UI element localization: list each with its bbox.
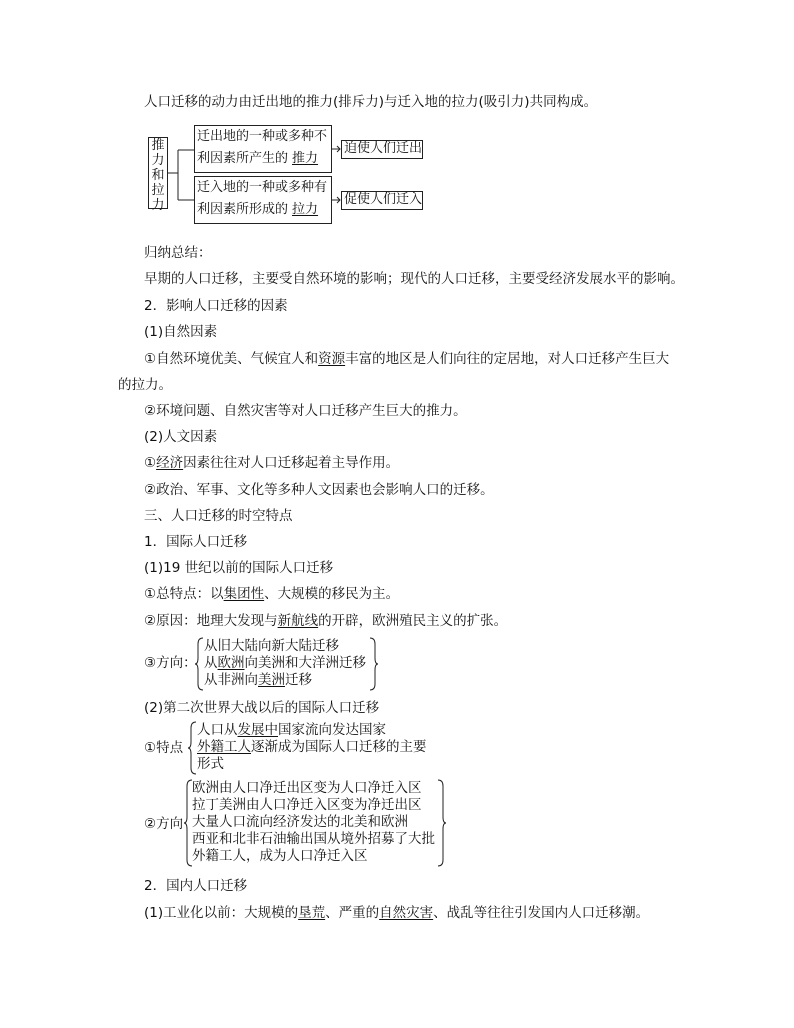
- postwar-dir-label: ②方向: [144, 816, 184, 832]
- intro-text: 人口迁移的动力由迁出地的推力(排斥力)与迁入地的拉力(吸引力)共同构成。: [144, 94, 598, 110]
- push-term: 推力: [292, 151, 319, 166]
- diagram-left-label: 推 力 和 拉 力: [151, 138, 165, 213]
- pre19-dir-label: ③方向：: [144, 655, 197, 671]
- postwar-feat-line: 外籍工人逐渐成为国际人口迁移的主要: [197, 739, 427, 755]
- summary-title: 归纳总结：: [144, 245, 212, 261]
- s2-heading: 2．影响人口迁移的因素: [144, 298, 288, 314]
- human-p2: ②政治、军事、文化等多种人文因素也会影响人口的迁移。: [144, 482, 494, 498]
- right-brace: [370, 638, 380, 690]
- natural-heading: (1)自然因素: [144, 324, 218, 340]
- natural-p2: ②环境问题、自然灾害等对人口迁移产生巨大的推力。: [144, 403, 467, 419]
- postwar-feat-label: ①特点: [144, 740, 184, 756]
- postwar-dir-line: 欧洲由人口净迁出区变为人口净迁入区: [192, 780, 422, 796]
- postwar-heading: (2)第二次世界大战以后的国际人口迁移: [144, 700, 380, 716]
- pull-result: 促使人们迁入: [344, 192, 423, 207]
- domestic-p1: (1)工业化以前：大规模的垦荒、严重的自然灾害、战乱等往往引发国内人口迁移潮。: [144, 905, 650, 921]
- pre19-dir-item: 从欧洲向美洲和大洋洲迁移: [204, 655, 366, 671]
- natural-p1: ①自然环境优美、气候宜人和资源丰富的地区是人们向往的定居地，对人口迁移产生巨大: [144, 351, 670, 367]
- intl-heading: 1．国际人口迁移: [144, 534, 248, 550]
- human-heading: (2)人文因素: [144, 429, 218, 445]
- pull-line1: 迁入地的一种或多种有: [197, 180, 328, 195]
- human-p1: ①经济因素往往对人口迁移起着主导作用。: [144, 455, 400, 471]
- postwar-dir-line: 外籍工人，成为人口净迁入区: [192, 848, 368, 864]
- postwar-dir-line: 西亚和北非石油输出国从境外招募了大批: [192, 831, 435, 847]
- diagram-connector: [168, 150, 196, 202]
- push-result: 迫使人们迁出: [344, 141, 423, 156]
- postwar-dir-line: 拉丁美洲由人口净迁入区变为净迁出区: [192, 797, 422, 813]
- right-brace: [438, 780, 448, 866]
- pre19-dir-item: 从旧大陆向新大陆迁移: [204, 638, 339, 654]
- natural-p1-cont: 的拉力。: [118, 377, 172, 393]
- pre19-heading: (1)19 世纪以前的国际人口迁移: [144, 560, 334, 576]
- pre19-p2: ②原因：地理大发现与新航线的开辟，欧洲殖民主义的扩张。: [144, 613, 508, 629]
- domestic-heading: 2．国内人口迁移: [144, 878, 248, 894]
- pull-term: 拉力: [292, 202, 319, 217]
- postwar-feat-line: 形式: [197, 756, 224, 772]
- s3-heading: 三、人口迁移的时空特点: [144, 508, 293, 524]
- pull-line2: 利因素所形成的 拉力: [197, 200, 322, 220]
- pre19-dir-item: 从非洲向美洲迁移: [204, 672, 312, 688]
- pre19-p1: ①总特点：以集团性、大规模的移民为主。: [144, 586, 400, 602]
- summary-text: 早期的人口迁移，主要受自然环境的影响；现代的人口迁移，主要受经济发展水平的影响。: [144, 271, 684, 287]
- postwar-dir-line: 大量人口流向经济发达的北美和欧洲: [192, 814, 408, 830]
- push-line1: 迁出地的一种或多种不: [197, 129, 328, 144]
- postwar-feat-line: 人口从发展中国家流向发达国家: [197, 722, 386, 738]
- push-line2: 利因素所产生的 推力: [197, 149, 322, 169]
